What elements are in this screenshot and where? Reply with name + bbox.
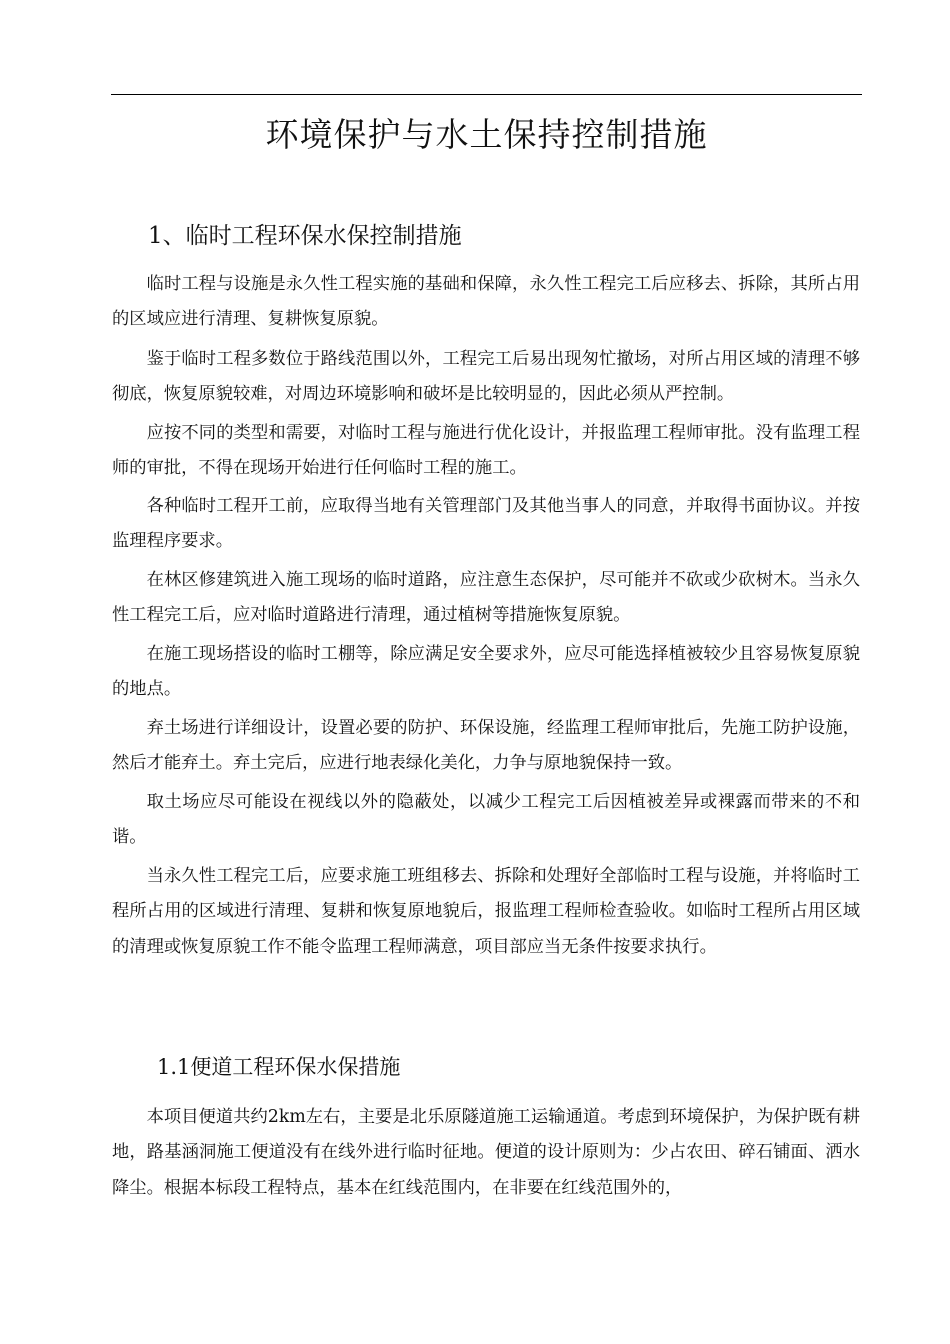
section-heading-1-1: 1.1便道工程环保水保措施 — [157, 1055, 401, 1079]
paragraph-4: 各种临时工程开工前，应取得当地有关管理部门及其他当事人的同意，并取得书面协议。并按监理程序要求。 — [112, 496, 860, 552]
paragraph-6: 在施工现场搭设的临时工棚等，除应满足安全要求外，应尽可能选择植被较少且容易恢复原貌的地点。 — [112, 644, 860, 700]
paragraph-2: 鉴于临时工程多数位于路线范围以外，工程完工后易出现匆忙撤场，对所占用区域的清理不够彻底，恢复原貌较难，对周边环境影响和破坏是比较明显的，因此必须从严控制。 — [112, 349, 860, 405]
paragraph-1: 临时工程与设施是永久性工程实施的基础和保障，永久性工程完工后应移去、拆除，其所占用的区域应进行清理、复耕恢复原貌。 — [112, 274, 860, 330]
section-heading-1: 1、临时工程环保水保控制措施 — [148, 223, 462, 249]
document-title: 环境保护与水土保持控制措施 — [265, 115, 708, 154]
paragraph-9: 当永久性工程完工后，应要求施工班组移去、拆除和处理好全部临时工程与设施，并将临时工程所占用的区域进行清理、复耕和恢复原地貌后，报监理工程师检查验收。如临时工程所占用区域的清理或恢复原貌工作不能令监理工程师满意，项目部应当无条件按要求执行。 — [112, 866, 860, 957]
paragraph-10: 本项目便道共约2km左右，主要是北乐原隧道施工运输通道。考虑到环境保护，为保护既有耕地，路基涵洞施工便道没有在线外进行临时征地。便道的设计原则为：少占农田、碎石铺面、洒水降尘。根据本标段工程特点，基本在红线范围内，在非要在红线范围外的， — [112, 1107, 860, 1198]
paragraph-7: 弃土场进行详细设计，设置必要的防护、环保设施，经监理工程师审批后，先施工防护设施，然后才能弃土。弃土完后，应进行地表绿化美化，力争与原地貌保持一致。 — [112, 718, 860, 774]
paragraph-3: 应按不同的类型和需要，对临时工程与施进行优化设计，并报监理工程师审批。没有监理工程师的审批，不得在现场开始进行任何临时工程的施工。 — [112, 423, 860, 479]
header-rule — [111, 94, 862, 95]
paragraph-8: 取土场应尽可能设在视线以外的隐蔽处，以减少工程完工后因植被差异或裸露而带来的不和谐。 — [112, 792, 860, 848]
paragraph-5: 在林区修建筑进入施工现场的临时道路，应注意生态保护，尽可能并不砍或少砍树木。当永久性工程完工后，应对临时道路进行清理，通过植树等措施恢复原貌。 — [112, 570, 860, 626]
